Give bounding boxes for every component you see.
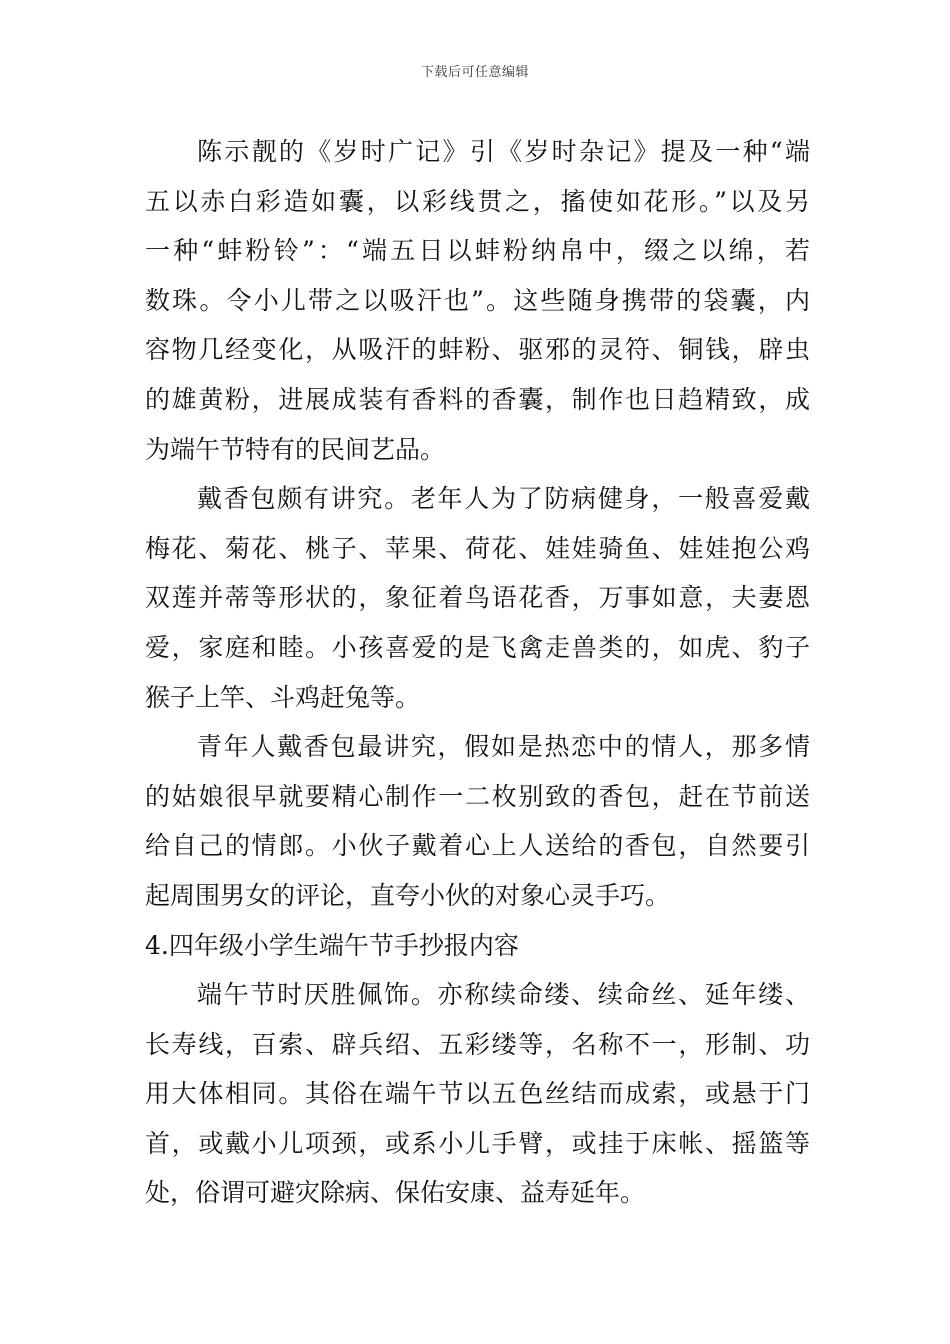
text-line: 的雄黄粉，进展成装有香料的香囊，制作也日趋精致，成 [145,384,810,414]
text-line: 用大体相同。其俗在端午节以五色丝结而成索，或悬于门 [145,1079,810,1109]
text-line: 处，俗谓可避灾除病、保佑安康、益寿延年。 [145,1178,646,1208]
text-line: 猴子上竿、斗鸡赶兔等。 [145,682,421,712]
text-line: 给自己的情郎。小伙子戴着心上人送给的香包，自然要引 [145,831,810,861]
text-line: 的姑娘很早就要精心制作一二枚别致的香包，赶在节前送 [145,781,810,811]
download-note: 下载后可任意编辑 [420,65,529,80]
text-line: 梅花、菊花、桃子、苹果、荷花、娃娃骑鱼、娃娃抱公鸡 [145,533,810,563]
text-line: 数珠。令小儿带之以吸汗也”。这些随身携带的袋囊，内 [145,285,810,315]
text-line: 戴香包颇有讲究。老年人为了防病健身，一般喜爱戴 [197,484,810,514]
text-line: 五以赤白彩造如囊，以彩线贯之，搐使如花形。”以及另 [145,186,810,216]
section-heading: 4.四年级小学生端午节手抄报内容 [145,930,519,960]
text-line: 爱，家庭和睦。小孩喜爱的是飞禽走兽类的，如虎、豹子 [145,632,810,662]
text-line: 长寿线，百索、辟兵绍、五彩缕等，名称不一，形制、功 [145,1029,810,1059]
text-line: 双莲并蒂等形状的，象征着鸟语花香，万事如意，夫妻恩 [145,583,810,613]
text-line: 青年人戴香包最讲究，假如是热恋中的情人，那多情 [197,732,810,762]
text-line: 陈示靓的《岁时广记》引《岁时杂记》提及一种“端 [197,137,810,166]
text-line: 为端午节特有的民间艺品。 [145,434,446,464]
text-line: 首，或戴小儿项颈，或系小儿手臂，或挂于床帐、摇篮等 [145,1128,810,1158]
text-line: 一种“蚌粉铃”：“端五日以蚌粉纳帛中，缀之以绵，若 [145,236,810,266]
text-line: 起周围男女的评论，直夸小伙的对象心灵手巧。 [145,880,671,910]
text-line: 端午节时厌胜佩饰。亦称续命缕、续命丝、延年缕、 [197,980,810,1010]
document-body [145,127,810,1218]
text-line: 容物几经变化，从吸汗的蚌粉、驱邪的灵符、铜钱，辟虫 [145,335,810,365]
